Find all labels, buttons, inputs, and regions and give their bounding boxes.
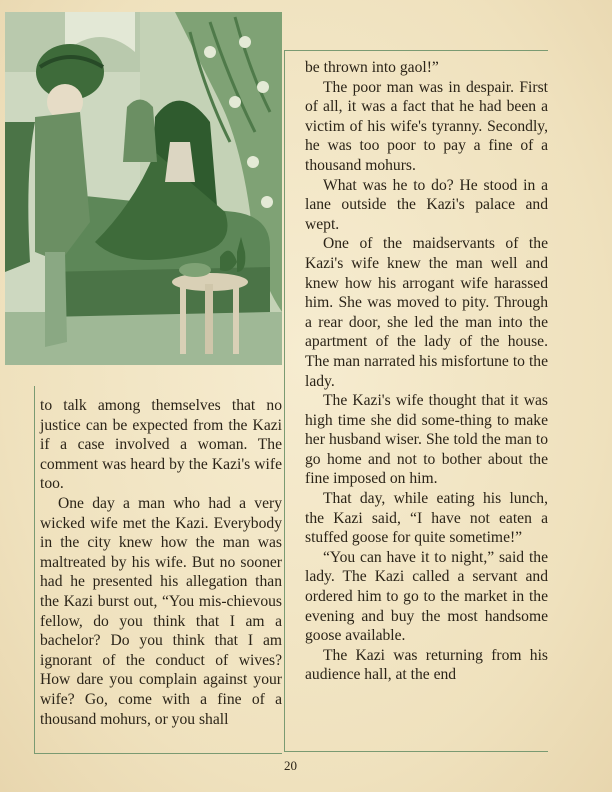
left-text-column — [34, 386, 282, 754]
paragraph: to talk among themselves that no justice can be expected from the Kazi if a case involved a woman. The comment was heard by the Kazi's wife too. — [40, 397, 282, 493]
page-number: 20 — [284, 758, 297, 773]
paragraph: One day a man who had a very wicked wife met the Kazi. Everybody in the city knew how the man was maltreated by his wife. But no sooner had he presented his allegation than the Kazi burst out, “You mis-chievous fellow, do you think that I am a bachelor? Do you think that I am ignorant of the conduct of wives? How dare you complain against your wife? Go, come with a fine of a thousand mohurs, or you shall — [40, 494, 282, 728]
paragraph: The Kazi's wife thought that it was high time she did some-thing to make her husband wiser. She told the man to go home and not to bother about the fine imposed on him. — [305, 392, 548, 488]
story-illustration — [5, 12, 282, 365]
paragraph: be thrown into gaol!” — [305, 59, 439, 76]
illustration-artwork — [5, 12, 282, 365]
paragraph: The poor man was in despair. First of all, it was a fact that he had been a victim of his wife's tyranny. Secondly, he was too poor to pay a fine of a thousand mohurs. — [305, 78, 548, 174]
paragraph: “You can have it to night,” said the lady. The Kazi called a servant and ordered him to go to the market in the evening and buy the most handsome goose available. — [305, 548, 548, 645]
paragraph: That day, while eating his lunch, the Kazi said, “I have not eaten a stuffed goose for quite sometime!” — [305, 490, 548, 547]
right-text-column — [284, 50, 548, 752]
paragraph: One of the maidservants of the Kazi's wife knew the man well and knew how his arrogant wife harassed him. She was moved to pity. Through a rear door, she led the man into the apartment of the lady of the house. The man narrated his misfortune to the lady. — [305, 235, 548, 390]
paragraph: What was he to do? He stood in a lane outside the Kazi's palace and wept. — [305, 176, 548, 233]
paragraph: The Kazi was returning from his audience hall, at the end — [305, 646, 548, 684]
